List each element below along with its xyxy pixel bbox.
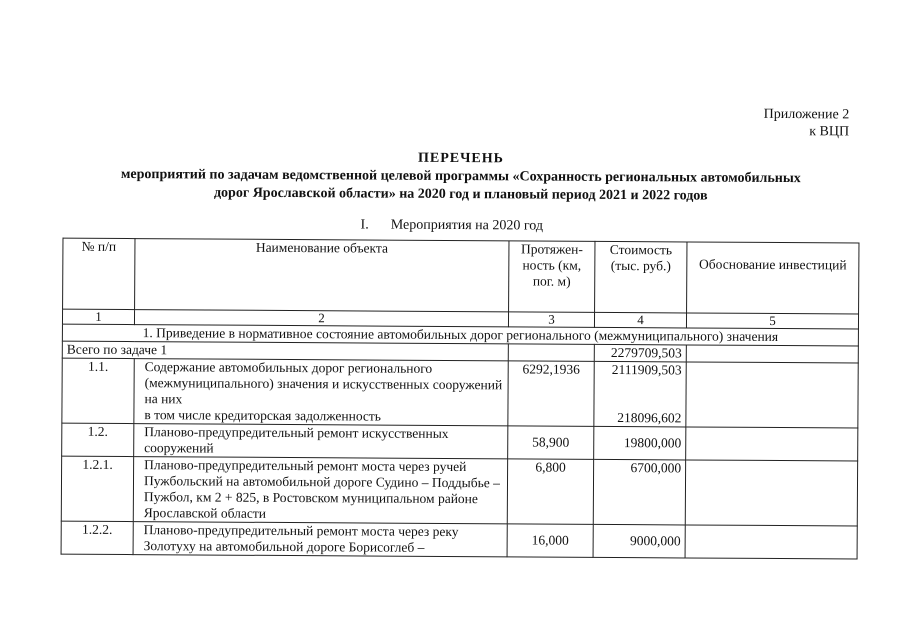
header-name: Наименование объекта: [135, 239, 509, 312]
appendix-line-1: Приложение 2: [763, 106, 850, 123]
header-num: № п/п: [63, 238, 135, 309]
index-cell: 4: [594, 312, 686, 328]
index-cell: 1: [62, 309, 134, 324]
row-cost: 9000,000: [593, 524, 685, 558]
row-length: 58,900: [508, 426, 594, 460]
total-cost: 2279709,503: [594, 344, 686, 362]
row-num: 1.1.: [62, 358, 134, 423]
document-title: [61, 148, 861, 207]
row-name-main: Содержание автомобильных дорог регионального (межмуниципального) значения и искусственных сооружений на них: [144, 359, 503, 407]
header-basis: Обоснование инвестиций: [687, 242, 859, 314]
row-length: 16,000: [507, 524, 593, 558]
row-cost: [594, 361, 686, 427]
section-heading: [361, 217, 544, 234]
row-cost-main: 2111909,503: [611, 361, 682, 378]
row-basis: [685, 460, 857, 526]
row-length: 6292,1936: [508, 361, 594, 427]
task-title: 1. Приведение в нормативное состояние автомобильных дорог регионального (межмуниципального) значения: [62, 324, 858, 346]
index-cell: 3: [508, 312, 594, 328]
index-cell: 2: [134, 310, 508, 327]
appendix-line-2: к ВЦП: [809, 124, 850, 140]
table-row: [62, 358, 858, 428]
row-name-extra: в том числе кредиторская задолженность: [144, 407, 382, 424]
row-name: Планово-предупредительный ремонт моста через реку Золотуху на автомобильной дороге Борисоглеб –: [133, 522, 507, 557]
title-line-2: дорог Ярославской области» на 2020 год и плановый период 2021 и 2022 годов: [213, 185, 708, 204]
row-num: 1.2.2.: [61, 521, 133, 554]
total-label: Всего по задаче 1: [62, 341, 508, 361]
header-length: Протяжен- ность (км, пог. м): [509, 241, 595, 313]
table-row: [61, 456, 857, 526]
total-length: [508, 344, 594, 362]
row-num: 1.2.1.: [61, 456, 133, 521]
section-label: Мероприятия на 2020 год: [390, 217, 544, 234]
index-cell: 5: [686, 313, 858, 329]
row-basis: [686, 362, 858, 428]
row-name: Планово-предупредительный ремонт искусственных сооружений: [134, 424, 508, 459]
section-number: I.: [360, 217, 369, 233]
row-basis: [686, 427, 858, 461]
measures-table: [61, 238, 860, 560]
total-basis: [686, 345, 858, 363]
title-line-1: мероприятий по задачам ведомственной целевой программы «Сохранность региональных автомобильных: [120, 166, 801, 187]
row-basis: [685, 525, 857, 559]
table-row: [62, 423, 858, 461]
header-cost: Стоимость (тыс. руб.): [595, 241, 687, 313]
row-cost: 19800,000: [594, 426, 686, 460]
table-row: [61, 521, 857, 559]
title-heading: ПЕРЕЧЕНЬ: [418, 150, 504, 167]
table-header-row: [63, 238, 859, 314]
row-num: 1.2.: [62, 423, 134, 456]
row-cost: 6700,000: [593, 459, 685, 525]
row-cost-extra: 218096,602: [617, 410, 682, 426]
appendix-label: [739, 106, 849, 141]
row-name: [134, 359, 508, 426]
row-length: 6,800: [507, 459, 593, 525]
row-name: Планово-предупредительный ремонт моста через ручей Пужбольский на автомобильной дороге Судино – Поддыбье – Пужбол, км 2 + 825, в Ростовском муниципальном районе Ярославской области: [133, 457, 507, 524]
